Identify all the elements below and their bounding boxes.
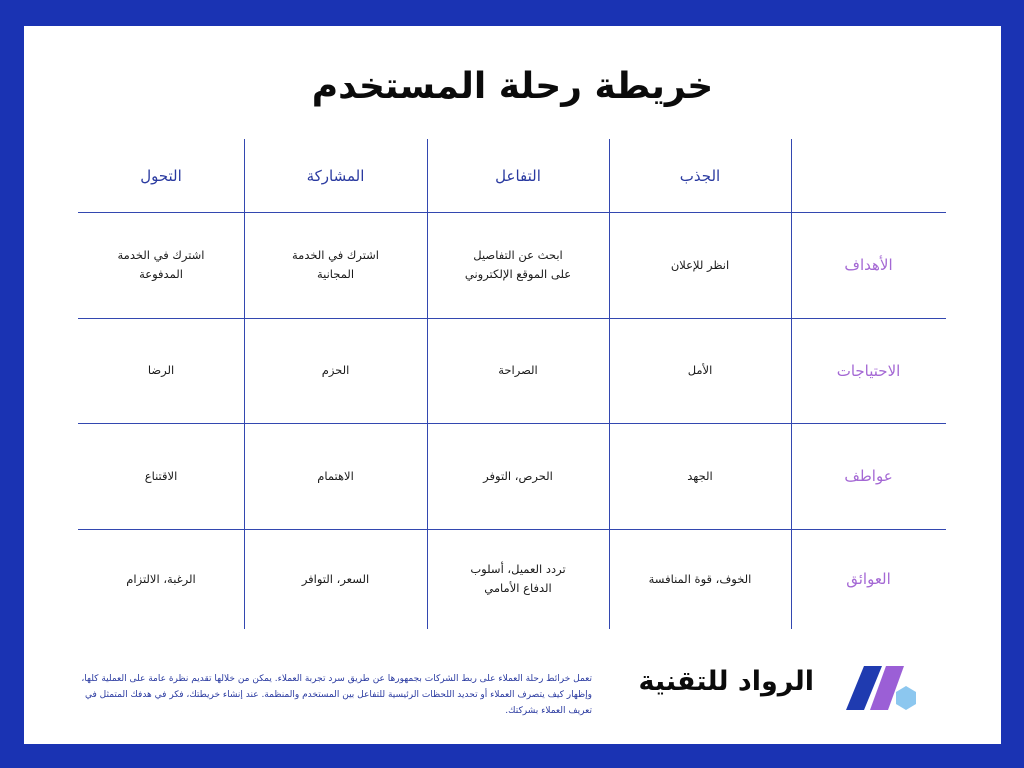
column-header-conversion: التحول [140, 166, 182, 185]
page-title: خريطة رحلة المستخدم [311, 66, 714, 107]
row-header-needs: الاحتياجات [836, 361, 901, 380]
table-cell: اشترك في الخدمة المدفوعة [117, 248, 205, 281]
logo-hexagon-shape [896, 686, 916, 710]
row-header-emotions: عواطف [844, 467, 893, 485]
table-cell: الحزم [321, 363, 350, 377]
table-cell: الصراحة [498, 363, 538, 377]
row-header-goals: الأهداف [844, 256, 893, 274]
table-cell: انظر للإعلان [670, 257, 730, 272]
table-cell: الاهتمام [317, 468, 354, 483]
table-cell: السعر، التوافر [301, 571, 370, 586]
table-cell: الخوف، قوة المنافسة [648, 571, 752, 586]
brand-name: الرواد للتقنية [638, 666, 814, 697]
table-cell: ابحث عن التفاصيل على الموقع الإلكتروني [464, 248, 572, 281]
row-header-obstacles: العوائق [846, 570, 891, 588]
table-cell: الاقتناع [144, 468, 178, 483]
footer-description: تعمل خرائط رحلة العملاء على ربط الشركات بجمهورها عن طريق سرد تجربة العملاء. يمكن من خلالها تقديم نظرة عامة على العملية كلها، وإظهار كيف يتصرف العملاء أو تحديد اللحظات الرئيسية للتفاعل بين المستخدم والمنظمة. عند إنشاء خريطتك، فكر في هدفك المتمثل في تعريف العملاء بشركتك. [81, 674, 592, 716]
table-cell: الجهد [687, 468, 713, 483]
table-cell: الرغبة، الالتزام [126, 571, 196, 586]
column-header-engagement: المشاركة [306, 166, 365, 185]
journey-map-card [24, 26, 1001, 744]
table-cell: الأمل [687, 363, 713, 377]
table-cell: الحرص، التوفر [483, 468, 553, 483]
table-cell: الرضا [147, 363, 175, 377]
table-cell: اشترك في الخدمة المجانية [292, 248, 380, 281]
column-header-interaction: التفاعل [495, 166, 541, 185]
brand-logo-icon [834, 658, 924, 714]
column-header-attraction: الجذب [679, 166, 721, 185]
table-cell: تردد العميل، أسلوب الدفاع الأمامي [470, 562, 566, 595]
